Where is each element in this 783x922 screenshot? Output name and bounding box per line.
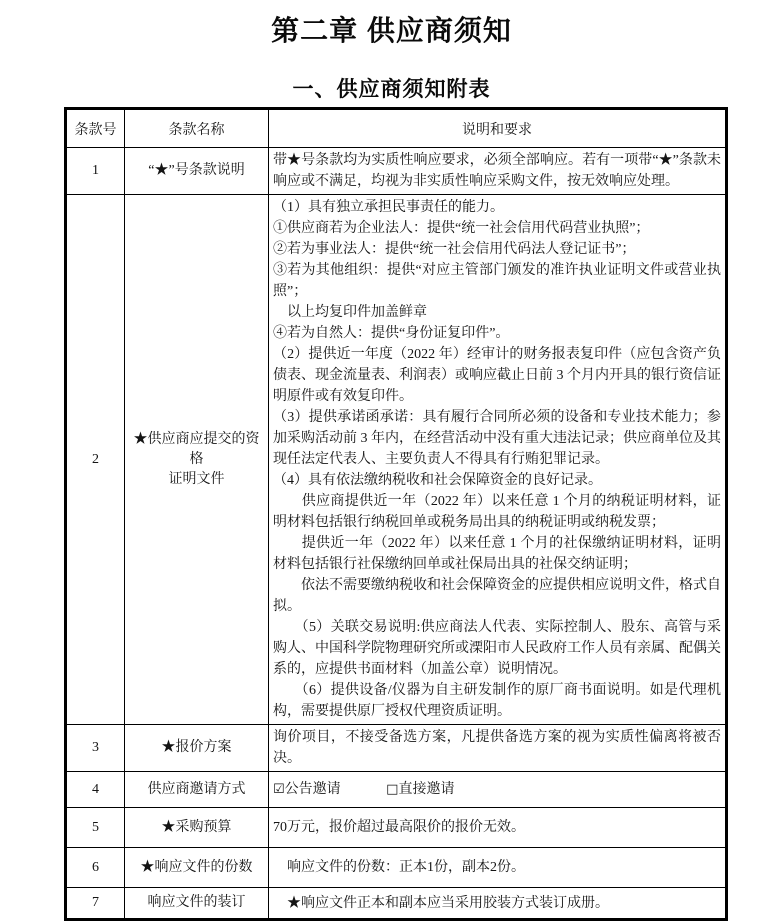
table-row-5 [66,808,727,848]
clause-name-line: ★供应商应提交的资格 [133,431,260,467]
clause-name [125,195,269,725]
paragraph: 70万元，报价超过最高限价的报价无效。 [273,820,525,835]
clause-name: ★报价方案 [125,725,269,772]
clause-desc [269,888,727,920]
table-row-6 [66,848,727,888]
clause-name: ★响应文件的份数 [125,848,269,888]
paragraph: （6）提供设备/仪器为自主研发制作的原厂商书面说明。如是代理机构，需要提供原厂授权代理资质证明。 [273,683,721,719]
clause-no: 7 [66,888,125,920]
document-page [0,9,783,922]
paragraph: （5）关联交易说明:供应商法人代表、实际控制人、股东、高管与采购人、中国科学院物理研究所或溧阳市人民政府工作人员有亲属、配偶关系的，应提供书面材料（加盖公章）说明情况。 [273,620,721,677]
checkbox-label: 直接邀请 [398,782,455,797]
paragraph: （1）具有独立承担民事责任的能力。 [273,200,504,215]
clause-no: 6 [66,848,125,888]
clause-desc [269,148,727,195]
paragraph: ②若为事业法人：提供“统一社会信用代码法人登记证书”； [273,242,636,257]
clause-name: 响应文件的装订 [125,888,269,920]
clause-no: 5 [66,808,125,848]
paragraph: 以上均复印件加盖鲜章 [273,305,427,320]
paragraph: （2）提供近一年度（2022 年）经审计的财务报表复印件（应包含资产负债表、现金流量表、利润表）或响应截止日前 3 个月内开具的银行资信证明原件或有效复印件。 [273,347,721,404]
section-title: 一、供应商须知附表 [292,78,491,101]
clause-desc [269,725,727,772]
paragraph: （4）具有依法缴纳税收和社会保障资金的良好记录。 [273,473,602,488]
checkbox-direct-invite [386,782,454,797]
clause-desc [269,808,727,848]
chapter-title: 第二章 供应商须知 [271,15,512,46]
clause-no: 3 [66,725,125,772]
clause-no: 1 [66,148,125,195]
paragraph: 依法不需要缴纳税收和社会保障资金的应提供相应说明文件，格式自拟。 [273,578,721,614]
table-row-3 [66,725,727,772]
table-row-7 [66,888,727,920]
clause-no: 4 [66,772,125,808]
paragraph: ★响应文件正本和副本应当采用胶装方式装订成册。 [273,895,609,911]
paragraph: ①供应商若为企业法人：提供“统一社会信用代码营业执照”； [273,221,650,236]
checkbox-public-invite [273,782,341,797]
paragraph: ④若为自然人：提供“身份证复印件”。 [273,326,510,341]
table-row-1 [66,148,727,195]
clause-no: 2 [66,195,125,725]
invite-method-cell [269,772,727,808]
paragraph: ③若为其他组织：提供“对应主管部门颁发的准许执业证明文件或营业执照”； [273,263,721,299]
paragraph: 供应商提供近一年（2022 年）以来任意 1 个月的纳税证明材料，证明材料包括银行纳税回单或税务局出具的纳税证明或纳税发票； [273,494,721,530]
clause-name: 供应商邀请方式 [125,772,269,808]
clause-name: ★采购预算 [125,808,269,848]
clause-desc [269,848,727,888]
clause-desc [269,195,727,725]
table-row-4 [66,772,727,808]
checkbox-label: 公告邀请 [284,782,341,797]
header-clause-name: 条款名称 [125,109,269,148]
header-row [66,109,727,148]
paragraph: 提供近一年（2022 年）以来任意 1 个月的社保缴纳证明材料，证明材料包括银行社保缴纳回单或社保局出具的社保交纳证明； [273,536,721,572]
checked-checkbox-icon: ☑ [273,782,285,797]
clause-name: “★”号条款说明 [125,148,269,195]
unchecked-checkbox-icon: □ [386,782,399,797]
header-description: 说明和要求 [269,109,727,148]
supplier-notice-table [64,107,728,921]
header-clause-no: 条款号 [66,109,125,148]
clause-name-line: 证明文件 [168,471,225,487]
paragraph: 响应文件的份数：正本1份，副本2份。 [273,860,525,875]
paragraph: 带★号条款均为实质性响应要求，必须全部响应。若有一项带“★”条款未响应或不满足，均视为非实质性响应采购文件，按无效响应处理。 [273,153,721,189]
paragraph: 询价项目，不接受备选方案，凡提供备选方案的视为实质性偏离将被否决。 [273,730,721,766]
table-row-2 [66,195,727,725]
paragraph: （3）提供承诺函承诺：具有履行合同所必须的设备和专业技术能力；参加采购活动前 3 年内，在经营活动中没有重大违法记录；供应商单位及其现任法定代表人、主要负责人不得具有行贿犯罪记录。 [273,410,721,467]
